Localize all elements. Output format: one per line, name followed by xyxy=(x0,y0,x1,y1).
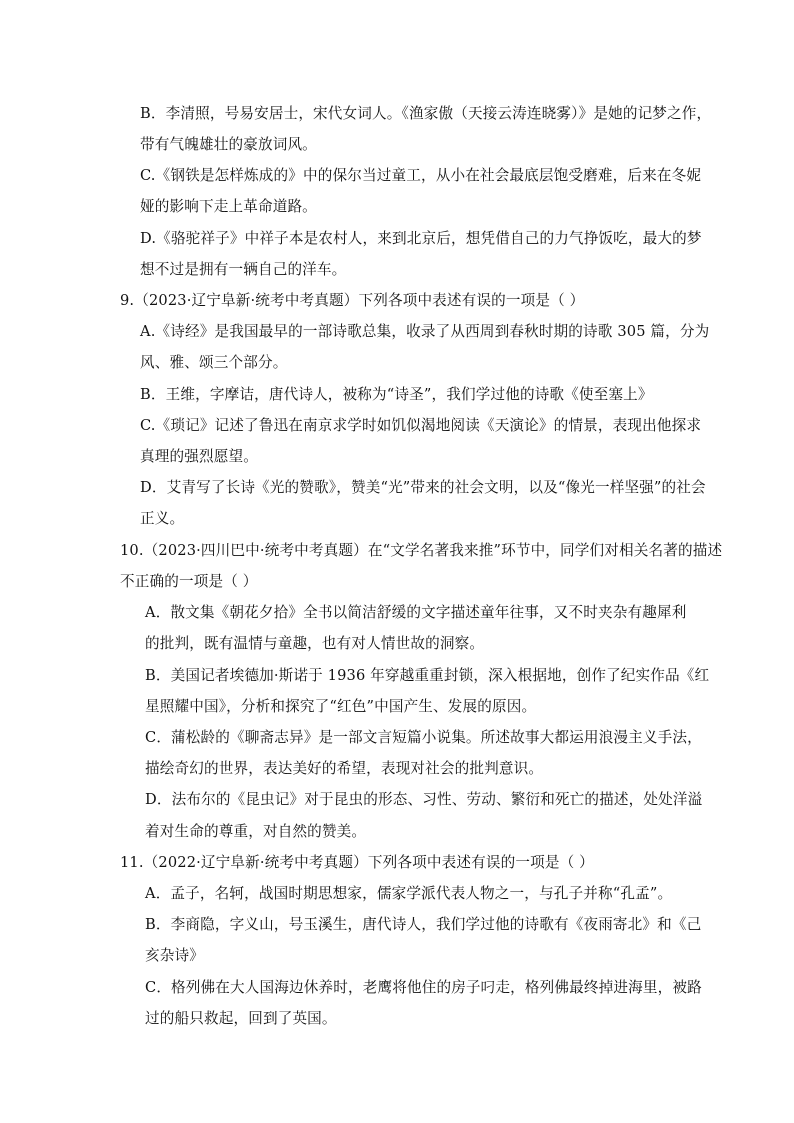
q8-option-d-line1: D.《骆驼祥子》中祥子本是农村人，来到北京后，想凭借自己的力气挣饭吃，最大的梦 xyxy=(140,230,702,247)
q10-stem-line1: 10.（2023·四川巴中·统考中考真题）在“文学名著我来推”环节中，同学们对相关名著的描述 xyxy=(120,542,723,559)
q9-option-d-line2: 正义。 xyxy=(140,510,185,527)
q10-option-c-line1: C．蒲松龄的《聊斋志异》是一部文言短篇小说集。所述故事大都运用浪漫主义手法， xyxy=(145,729,702,746)
q11-option-c-line2: 过的船只救起，回到了英国。 xyxy=(145,1010,337,1027)
q9-option-d-line1: D．艾青写了长诗《光的赞歌》，赞美“光”带来的社会文明，以及“像光一样坚强”的社会 xyxy=(140,479,706,496)
q9-option-b-line1: B．王维，字摩诘，唐代诗人，被称为“诗圣”，我们学过他的诗歌《使至塞上》 xyxy=(140,386,653,403)
q8-option-d-line2: 想不过是拥有一辆自己的洋车。 xyxy=(140,261,347,278)
q10-option-b-line1: B．美国记者埃德加·斯诺于 1936 年穿越重重封锁，深入根据地，创作了纪实作品《红 xyxy=(145,667,710,684)
q9-option-c-line1: C.《琐记》记述了鲁迅在南京求学时如饥似渴地阅读《天演论》的情景，表现出他探求 xyxy=(140,417,702,434)
q10-option-c-line2: 描绘奇幻的世界，表达美好的希望，表现对社会的批判意识。 xyxy=(145,760,544,777)
q11-option-b-line2: 亥杂诗》 xyxy=(145,947,204,964)
q8-option-c-line1: C.《钢铁是怎样炼成的》中的保尔当过童工，从小在社会最底层饱受磨难，后来在冬妮 xyxy=(140,167,702,184)
q11-option-c-line1: C．格列佛在大人国海边休养时，老鹰将他住的房子叼走，格列佛最终掉进海里，被路 xyxy=(145,979,702,996)
q10-stem-line2: 不正确的一项是（ ） xyxy=(120,573,258,590)
q10-option-d-line1: D．法布尔的《昆虫记》对于昆虫的形态、习性、劳动、繁衍和死亡的描述，处处洋溢 xyxy=(145,791,703,808)
q9-option-c-line2: 真理的强烈愿望。 xyxy=(140,448,258,465)
q9-option-a-line2: 风、雅、颂三个部分。 xyxy=(140,354,288,371)
q10-option-a-line1: A．散文集《朝花夕拾》全书以简洁舒缓的文字描述童年往事，又不时夹杂有趣犀利 xyxy=(145,604,687,621)
q10-option-a-line2: 的批判，既有温情与童趣，也有对人情世故的洞察。 xyxy=(145,635,485,652)
q8-option-c-line2: 娅的影响下走上革命道路。 xyxy=(140,198,317,215)
q9-stem: 9.（2023·辽宁阜新·统考中考真题）下列各项中表述有误的一项是（ ） xyxy=(120,292,585,309)
q10-option-d-line2: 着对生命的尊重，对自然的赞美。 xyxy=(145,823,367,840)
q11-option-b-line1: B．李商隐，字义山，号玉溪生，唐代诗人，我们学过他的诗歌有《夜雨寄北》和《己 xyxy=(145,916,702,933)
q8-option-b-line2: 带有气魄雄壮的豪放词风。 xyxy=(140,136,317,153)
q11-option-a-line1: A．孟子，名轲，战国时期思想家，儒家学派代表人物之一，与孔子并称“孔孟”。 xyxy=(145,885,673,902)
q10-option-b-line2: 星照耀中国》，分析和探究了“红色”中国产生、发展的原因。 xyxy=(145,698,537,715)
q8-option-b-line1: B．李清照，号易安居士，宋代女词人。《渔家傲（天接云涛连晓雾）》是她的记梦之作， xyxy=(140,105,712,122)
q9-option-a-line1: A.《诗经》是我国最早的一部诗歌总集，收录了从西周到春秋时期的诗歌 305 篇，分为 xyxy=(140,323,710,340)
q11-stem: 11.（2022·辽宁阜新·统考中考真题）下列各项中表述有误的一项是（ ） xyxy=(120,854,594,871)
